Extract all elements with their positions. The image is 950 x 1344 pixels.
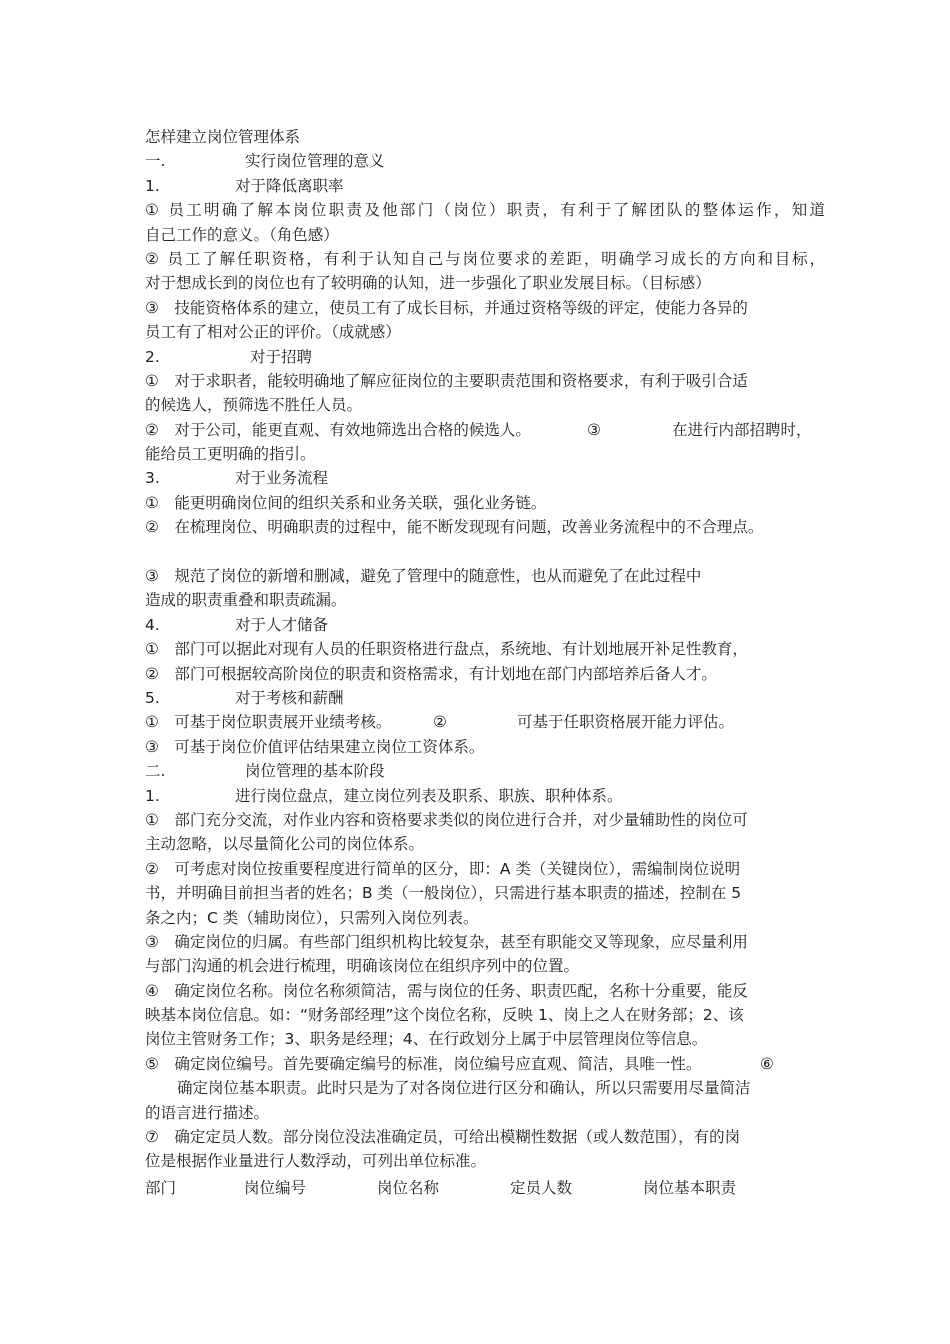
- paragraph-line: 书，并明确目前担当者的姓名；B 类（一般岗位），只需进行基本职责的描述，控制在 5: [145, 884, 742, 903]
- section-title: 实行岗位管理的意义: [245, 152, 385, 171]
- paragraph-line: [145, 710, 825, 734]
- paragraph-line: ① 员工明确了解本岗位职责及他部门（岗位）职责，有利于了解团队的整体运作，知道: [145, 201, 825, 220]
- paragraph-line: ③ 规范了岗位的新增和删减，避免了管理中的随意性，也从而避免了在此过程中: [145, 567, 702, 586]
- sentence: ② 对于公司，能更直观、有效地筛选出合格的候选人。: [145, 420, 531, 439]
- paragraph-line: 自己工作的意义。（角色感）: [145, 225, 339, 244]
- section-number: 二.: [145, 762, 166, 781]
- paragraph-line: [145, 1052, 825, 1076]
- item-5-heading: [145, 686, 825, 710]
- column-header: 定员人数: [510, 1178, 573, 1197]
- paragraph-line: ⑦ 确定定员人数。部分岗位没法准确定员，可给出模糊性数据（或人数范围），有的岗: [145, 1128, 741, 1147]
- section-2-heading: [145, 759, 825, 783]
- paragraph-line: ① 部门充分交流，对作业内容和资格要求类似的岗位进行合并，对少量辅助性的岗位可: [145, 810, 748, 829]
- paragraph-line: 的语言进行描述。: [145, 1103, 270, 1122]
- sentence: 可基于任职资格展开能力评估。: [517, 713, 735, 732]
- item-title: 对于降低离职率: [235, 176, 344, 195]
- paragraph-line: 与部门沟通的机会进行梳理，明确该岗位在组织序列中的位置。: [145, 957, 580, 976]
- item-title: 对于业务流程: [235, 469, 329, 488]
- item-number: 4.: [145, 615, 160, 634]
- table-header-row: [145, 1176, 825, 1200]
- paragraph-line: 的候选人，预筛选不胜任人员。: [145, 396, 363, 415]
- section-1-heading: [145, 149, 825, 173]
- item-1-heading: [145, 784, 825, 808]
- section-number: 一.: [145, 152, 166, 171]
- list-marker: ②: [433, 713, 447, 732]
- item-number: 2.: [145, 347, 160, 366]
- blank-line: [145, 540, 825, 564]
- paragraph-line: 位是根据作业量进行人数浮动，可列出单位标准。: [145, 1152, 487, 1171]
- item-number: 5.: [145, 688, 160, 707]
- paragraph-line: 对于想成长到的岗位也有了较明确的认知，进一步强化了职业发展目标。（目标感）: [145, 274, 711, 293]
- column-header: 岗位基本职责: [643, 1178, 737, 1197]
- paragraph-line: ② 可考虑对岗位按重要程度进行简单的区分，即：A 类（关键岗位），需编制岗位说明: [145, 859, 741, 878]
- item-3-heading: [145, 466, 825, 490]
- document-body: [145, 125, 825, 1200]
- paragraph-line: 确定岗位基本职责。此时只是为了对各岗位进行区分和确认，所以只需要用尽量简洁: [177, 1079, 751, 1098]
- column-header: 部门: [145, 1178, 177, 1197]
- paragraph-line: ③ 可基于岗位价值评估结果建立岗位工资体系。: [145, 737, 485, 756]
- paragraph-line: 映基本岗位信息。如：“财务部经理”这个岗位名称，反映 1、岗上之人在财务部；2、该: [145, 1006, 744, 1025]
- paragraph-line: ② 在梳理岗位、明确职责的过程中，能不断发现现有问题，改善业务流程中的不合理点。: [145, 518, 764, 537]
- paragraph-line: ③ 技能资格体系的建立，使员工有了成长目标，并通过资格等级的评定，使能力各异的: [145, 298, 748, 317]
- list-marker: ⑥: [760, 1054, 774, 1073]
- paragraph-line: 主动忽略，以尽量简化公司的岗位体系。: [145, 835, 425, 854]
- item-4-heading: [145, 613, 825, 637]
- item-title: 对于人才储备: [235, 615, 329, 634]
- sentence: ⑤ 确定岗位编号。首先要确定编号的标准，岗位编号应直观、简洁，具唯一性。: [145, 1054, 702, 1073]
- paragraph-line: 员工有了相对公正的评价。（成就感）: [145, 323, 401, 342]
- paragraph-line: [145, 418, 825, 442]
- item-2-heading: [145, 345, 825, 369]
- paragraph-line: ① 能更明确岗位间的组织关系和业务关联，强化业务链。: [145, 493, 547, 512]
- paragraph-line: 条之内；C 类（辅助岗位），只需列入岗位列表。: [145, 908, 479, 927]
- sentence: 在进行内部招聘时，: [672, 420, 812, 439]
- item-title: 对于考核和薪酬: [235, 688, 344, 707]
- item-1-heading: [145, 174, 825, 198]
- paragraph-line: ② 员工了解任职资格，有利于认知自己与岗位要求的差距，明确学习成长的方向和目标，: [145, 249, 825, 268]
- paragraph-line: 岗位主管财务工作；3、职务是经理；4、在行政划分上属于中层管理岗位等信息。: [145, 1030, 708, 1049]
- paragraph-line: 造成的职责重叠和职责疏漏。: [145, 591, 347, 610]
- doc-title: 怎样建立岗位管理体系: [145, 128, 301, 146]
- item-number: 3.: [145, 469, 160, 488]
- item-title: 进行岗位盘点，建立岗位列表及职系、职族、职种体系。: [235, 786, 623, 805]
- section-title: 岗位管理的基本阶段: [245, 762, 385, 781]
- paragraph-line: 能给员工更明确的指引。: [145, 445, 316, 464]
- item-number: 1.: [145, 176, 160, 195]
- sentence: ① 可基于岗位职责展开业绩考核。: [145, 713, 392, 732]
- item-number: 1.: [145, 786, 160, 805]
- item-title: 对于招聘: [250, 347, 313, 366]
- list-marker: ③: [587, 420, 601, 439]
- column-header: 岗位名称: [377, 1178, 440, 1197]
- column-header: 岗位编号: [244, 1178, 307, 1197]
- paragraph-line: ① 部门可以据此对现有人员的任职资格进行盘点，系统地、有计划地展开补足性教育，: [145, 640, 748, 659]
- paragraph-line: ③ 确定岗位的归属。有些部门组织机构比较复杂，甚至有职能交叉等现象，应尽量利用: [145, 932, 748, 951]
- paragraph-line: ④ 确定岗位名称。岗位名称须简洁，需与岗位的任务、职责匹配，名称十分重要，能反: [145, 981, 748, 1000]
- paragraph-line: ② 部门可根据较高阶岗位的职责和资格需求，有计划地在部门内部培养后备人才。: [145, 664, 717, 683]
- paragraph-line: ① 对于求职者，能较明确地了解应征岗位的主要职责范围和资格要求，有利于吸引合适: [145, 371, 748, 390]
